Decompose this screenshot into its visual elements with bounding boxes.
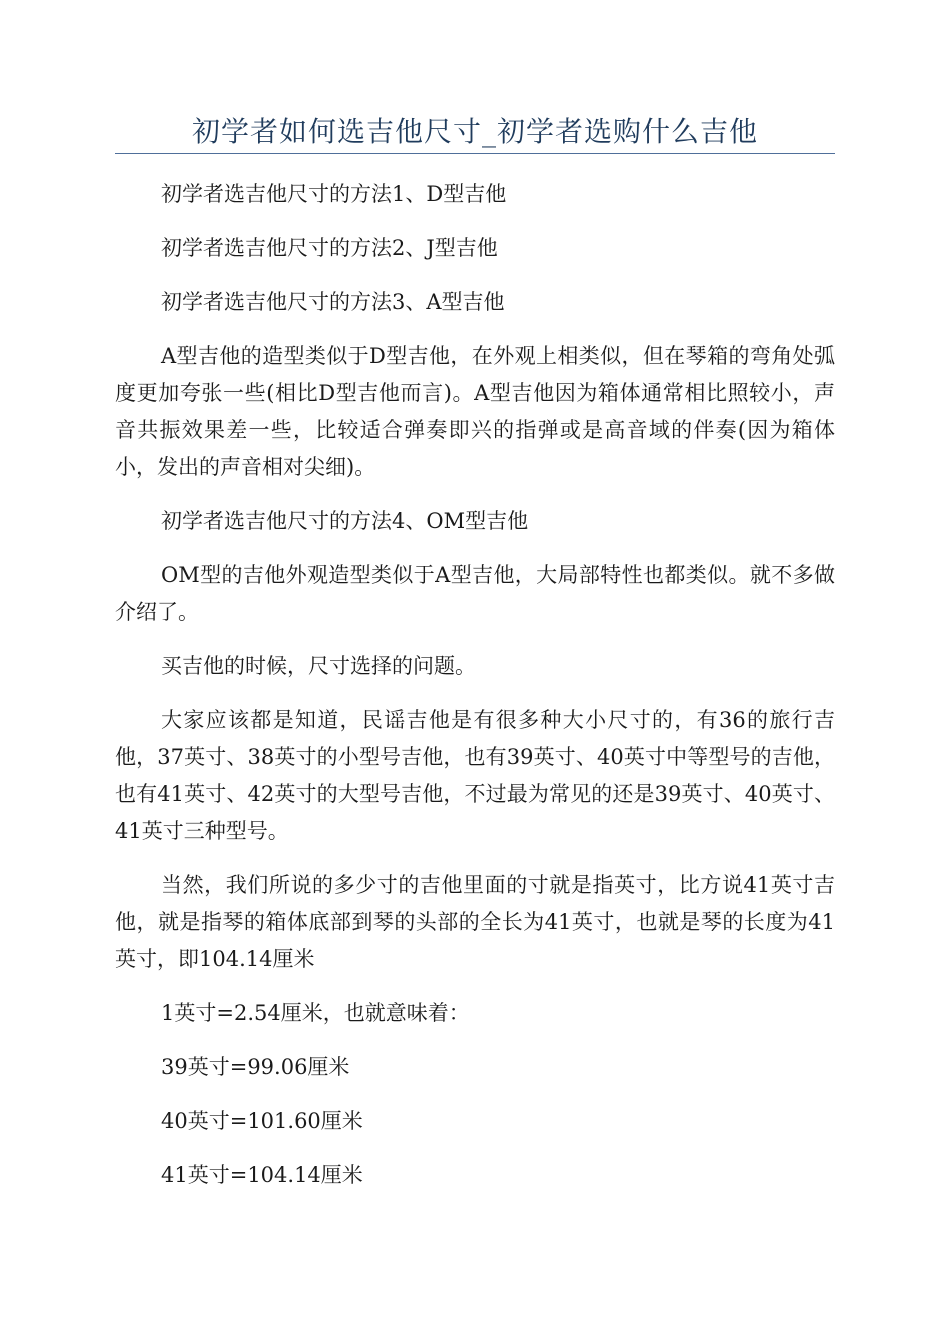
paragraph: 40英寸=101.60厘米 — [161, 1109, 363, 1133]
paragraph: 初学者选吉他尺寸的方法3、A型吉他 — [161, 290, 505, 314]
paragraph: 大家应该都是知道，民谣吉他是有很多种大小尺寸的，有36的旅行吉他，37英寸、38英寸的小型号吉他，也有39英寸、40英寸中等型号的吉他，也有41英寸、42英寸的大型号吉他，不过最为常见的还是39英寸、40英寸、41英寸三种型号。 — [115, 708, 835, 843]
title-underline — [115, 153, 835, 154]
document-title: 初学者如何选吉他尺寸_初学者选购什么吉他 — [191, 115, 758, 148]
paragraph: 初学者选吉他尺寸的方法2、J型吉他 — [161, 236, 498, 260]
paragraph: 初学者选吉他尺寸的方法4、OM型吉他 — [161, 509, 529, 533]
paragraph: 初学者选吉他尺寸的方法1、D型吉他 — [161, 182, 507, 206]
paragraph: 买吉他的时候，尺寸选择的问题。 — [161, 654, 476, 678]
paragraph: A型吉他的造型类似于D型吉他，在外观上相类似，但在琴箱的弯角处弧度更加夸张一些(相比D型吉他而言)。A型吉他因为箱体通常相比照较小，声音共振效果差一些，比较适合弹奏即兴的指弹或是高音域的伴奏(因为箱体小，发出的声音相对尖细)。 — [115, 344, 835, 479]
document-body — [115, 176, 835, 1211]
paragraph: 39英寸=99.06厘米 — [161, 1055, 350, 1079]
paragraph: 当然，我们所说的多少寸的吉他里面的寸就是指英寸，比方说41英寸吉他，就是指琴的箱体底部到琴的头部的全长为41英寸，也就是琴的长度为41英寸，即104.14厘米 — [115, 873, 835, 971]
paragraph: 41英寸=104.14厘米 — [161, 1163, 363, 1187]
paragraph: 1英寸=2.54厘米，也就意味着： — [161, 1001, 470, 1025]
paragraph: OM型的吉他外观造型类似于A型吉他，大局部特性也都类似。就不多做介绍了。 — [115, 563, 835, 624]
